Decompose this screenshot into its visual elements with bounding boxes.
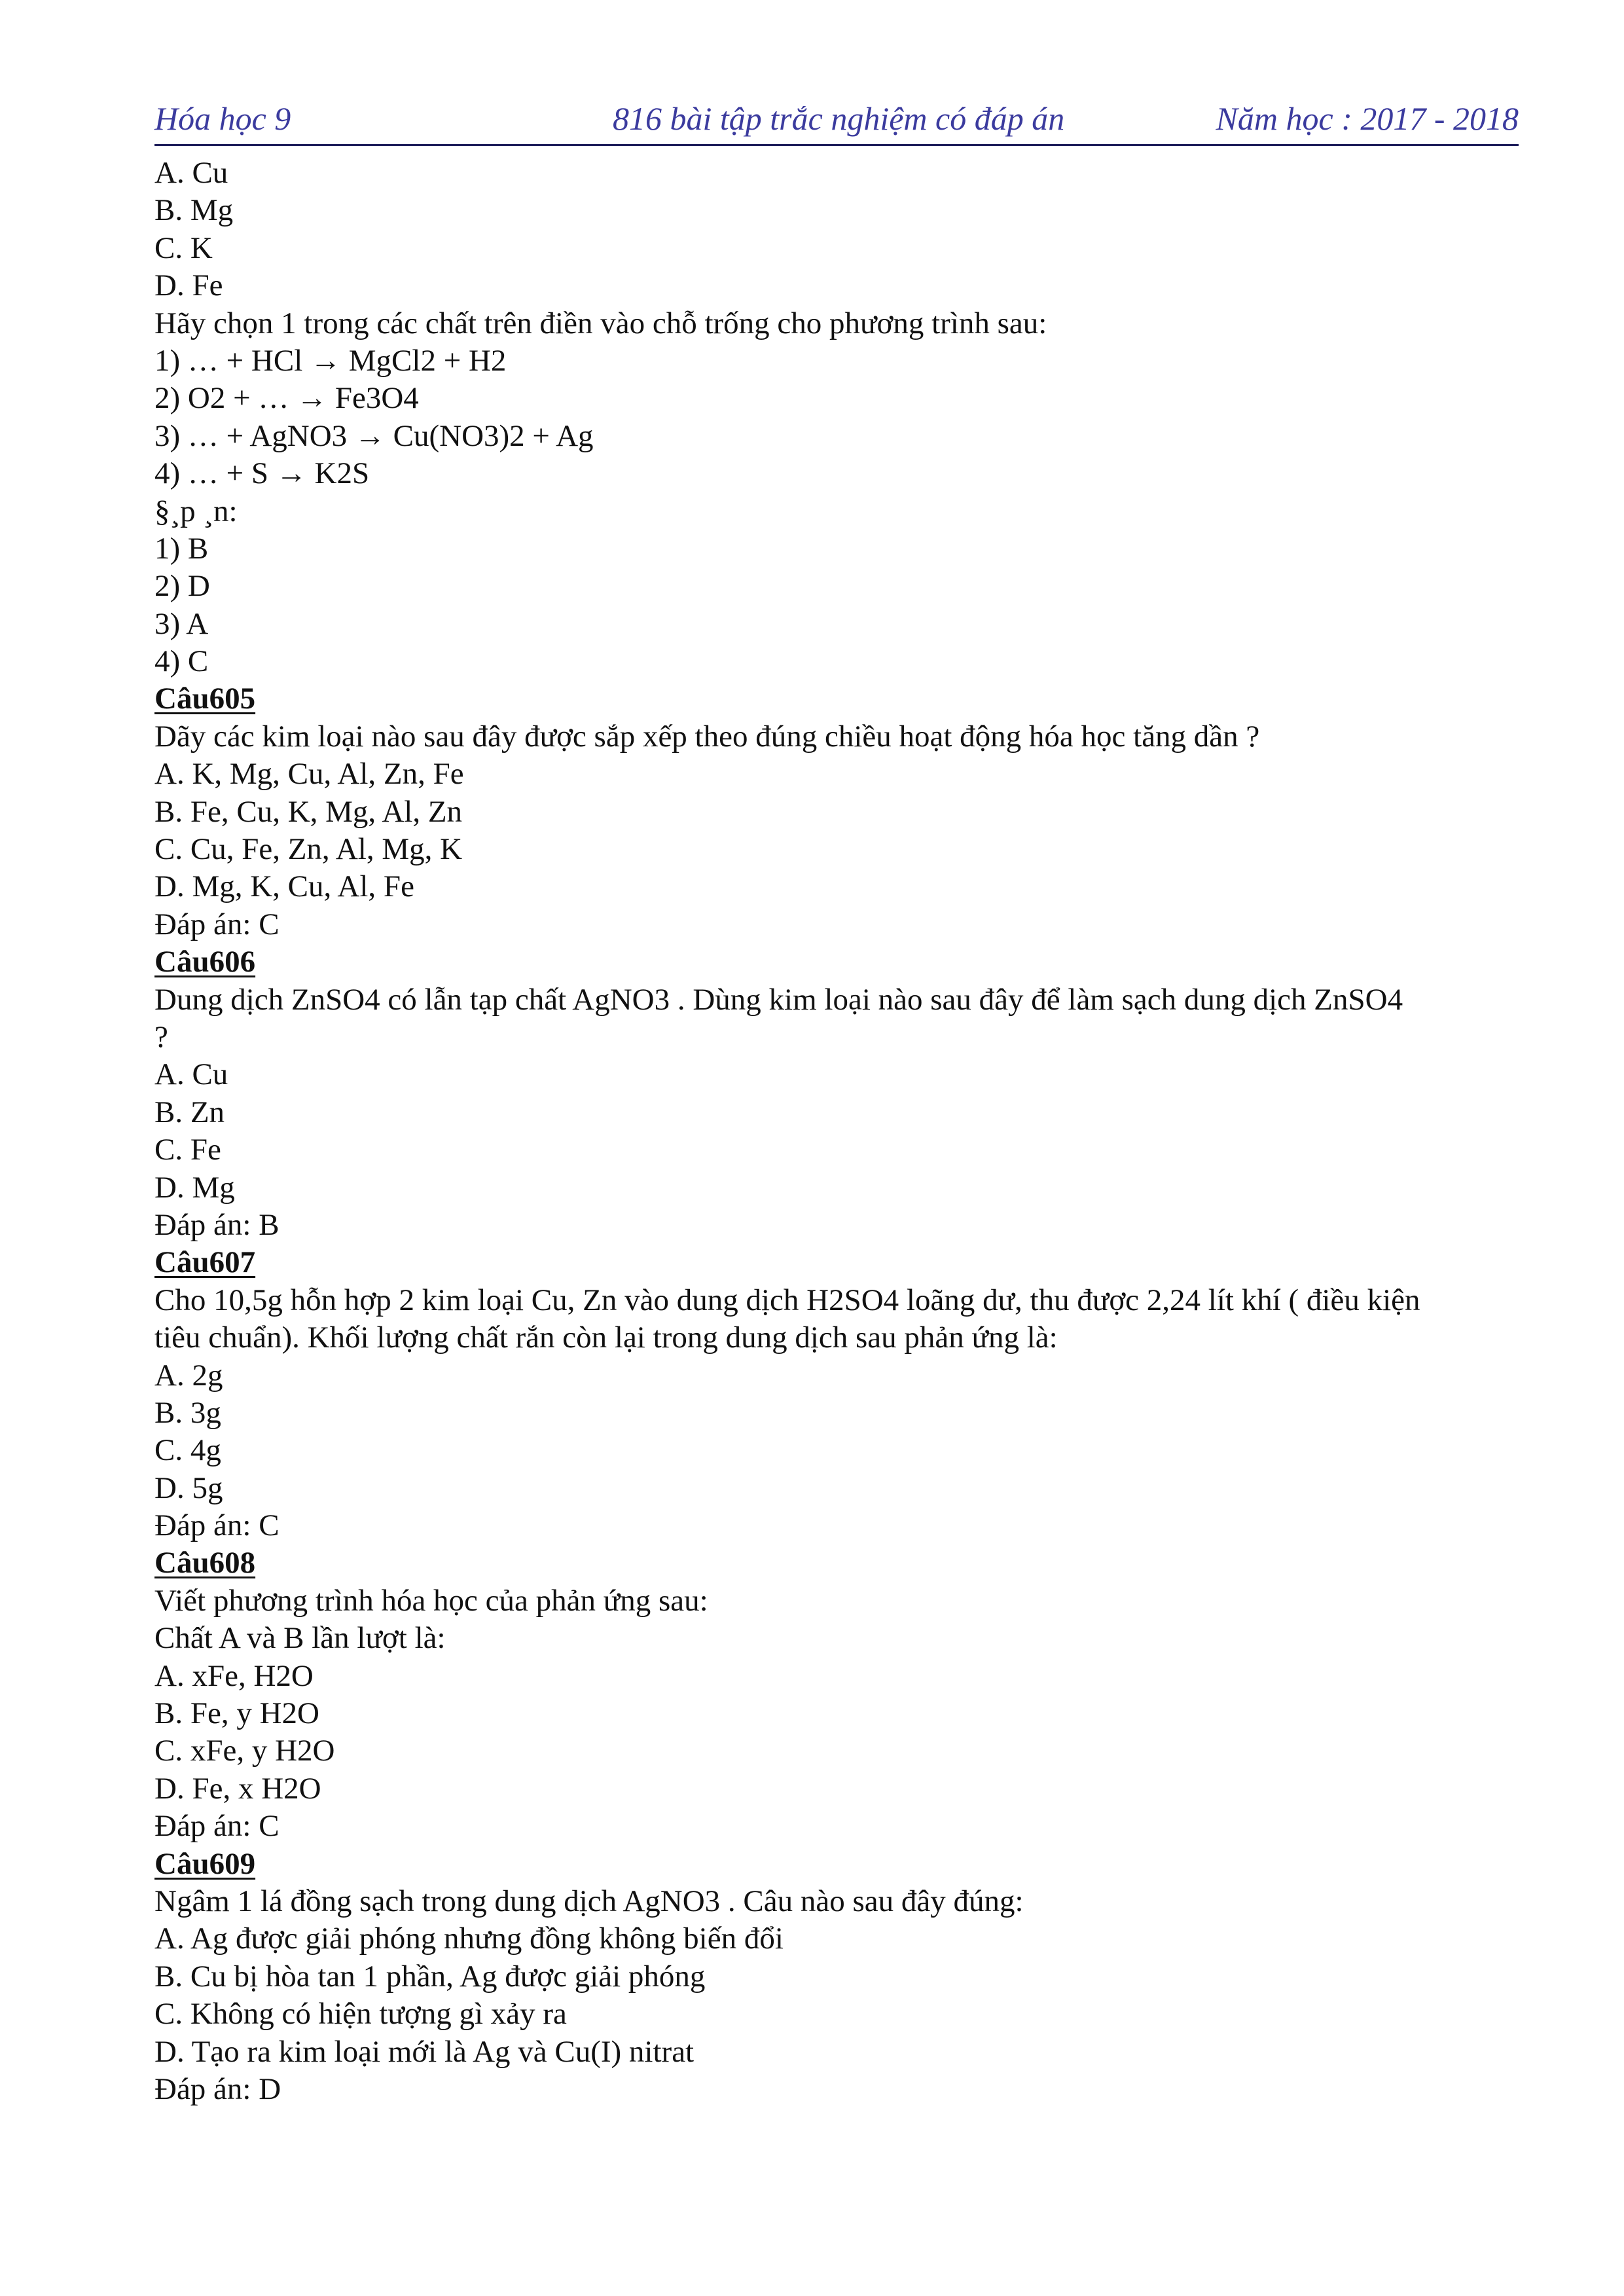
question-text: Chất A và B lần lượt là:: [154, 1621, 446, 1656]
header-school-year: Năm học : 2017 - 2018: [1216, 100, 1519, 137]
page-header: [154, 92, 1519, 146]
question-title: Câu605: [154, 682, 256, 716]
option-line: D. Mg, K, Cu, Al, Fe: [154, 869, 414, 904]
option-line: C. xFe, y H2O: [154, 1734, 335, 1768]
answer-line: Đáp án: D: [154, 2071, 281, 2106]
question-title: Câu607: [154, 1245, 256, 1280]
question-text: Dung dịch ZnSO4 có lẫn tạp chất AgNO3 . Dùng kim loại nào sau đây để làm sạch dung dịch ZnSO4: [154, 982, 1403, 1017]
header-subject: Hóa học 9: [154, 100, 291, 137]
question-text: Dãy các kim loại nào sau đây được sắp xếp theo đúng chiều hoạt động hóa học tăng dần ?: [154, 719, 1260, 754]
answer-line: 3) A: [154, 606, 209, 641]
option-line: B. Fe, Cu, K, Mg, Al, Zn: [154, 794, 463, 829]
option-line: A. Cu: [154, 1057, 228, 1092]
option-line: D. Tạo ra kim loại mới là Ag và Cu(I) nitrat: [154, 2034, 695, 2069]
document-body: [154, 155, 1519, 2108]
answer-line: Đáp án: C: [154, 907, 280, 941]
question-text: Ngâm 1 lá đồng sạch trong dung dịch AgNO3 . Câu nào sau đây đúng:: [154, 1884, 1024, 1918]
question-text: tiêu chuẩn). Khối lượng chất rắn còn lại trong dung dịch sau phản ứng là:: [154, 1321, 1058, 1355]
equation-line: 3) … + AgNO3 → Cu(NO3)2 + Ag: [154, 418, 594, 453]
header-title: 816 bài tập trắc nghiệm có đáp án: [613, 100, 1065, 137]
answer-line: 1) B: [154, 531, 209, 566]
option-line: C. Không có hiện tượng gì xảy ra: [154, 1997, 567, 2032]
option-line: B. Mg: [154, 193, 234, 228]
option-line: A. 2g: [154, 1358, 223, 1393]
option-line: C. Fe: [154, 1133, 221, 1167]
option-line: A. xFe, H2O: [154, 1658, 314, 1693]
answer-line: 2) D: [154, 569, 210, 604]
option-line: B. Zn: [154, 1095, 225, 1129]
option-line: D. Fe: [154, 268, 223, 303]
question-title: Câu606: [154, 945, 256, 979]
equation-line: 2) O2 + … → Fe3O4: [154, 381, 419, 416]
option-line: A. Ag được giải phóng nhưng đồng không biến đổi: [154, 1922, 784, 1956]
answer-label: §¸p ¸n:: [154, 494, 238, 528]
question-text: Hãy chọn 1 trong các chất trên điền vào chỗ trống cho phương trình sau:: [154, 306, 1047, 340]
question-text: Cho 10,5g hỗn hợp 2 kim loại Cu, Zn vào dung dịch H2SO4 loãng dư, thu được 2,24 lít khí ( điều kiện: [154, 1283, 1420, 1317]
answer-line: Đáp án: C: [154, 1508, 280, 1543]
equation-line: 1) … + HCl → MgCl2 + H2: [154, 343, 507, 378]
question-text: ?: [154, 1019, 168, 1054]
option-line: B. Fe, y H2O: [154, 1696, 319, 1731]
question-text: Viết phương trình hóa học của phản ứng sau:: [154, 1583, 708, 1618]
option-line: B. 3g: [154, 1395, 221, 1430]
option-line: A. Cu: [154, 156, 228, 190]
answer-line: Đáp án: B: [154, 1207, 280, 1242]
option-line: D. Fe, x H2O: [154, 1771, 321, 1806]
option-line: C. Cu, Fe, Zn, Al, Mg, K: [154, 832, 463, 867]
equation-line: 4) … + S → K2S: [154, 456, 370, 491]
question-title: Câu608: [154, 1546, 256, 1580]
answer-line: Đáp án: C: [154, 1809, 280, 1844]
option-line: B. Cu bị hòa tan 1 phần, Ag được giải phóng: [154, 1959, 706, 1994]
option-line: A. K, Mg, Cu, Al, Zn, Fe: [154, 757, 464, 792]
question-title: Câu609: [154, 1846, 256, 1881]
option-line: D. Mg: [154, 1170, 235, 1205]
option-line: C. 4g: [154, 1433, 221, 1468]
option-line: C. K: [154, 230, 213, 265]
answer-line: 4) C: [154, 644, 209, 679]
option-line: D. 5g: [154, 1470, 223, 1505]
